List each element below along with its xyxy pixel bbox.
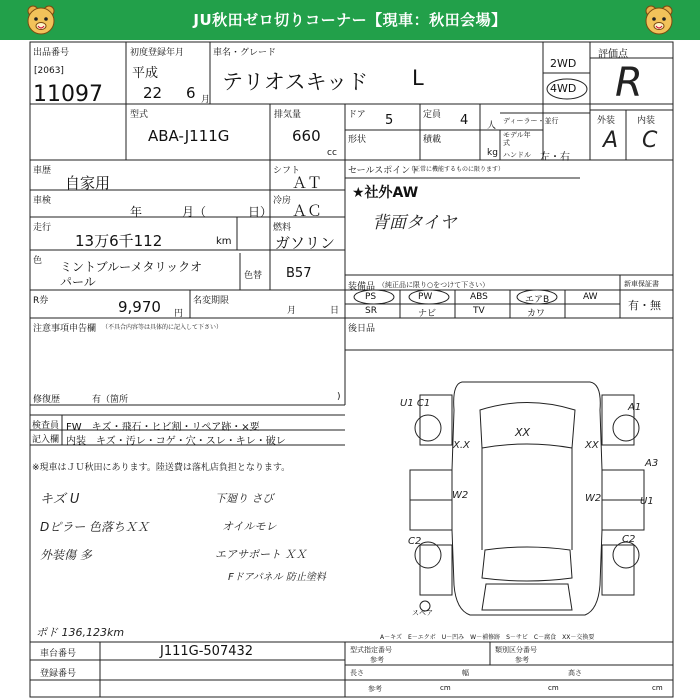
equip-airbag: エアB: [525, 295, 550, 305]
drive-4wd: 4WD: [550, 82, 577, 95]
exterior-grade: A: [603, 128, 619, 153]
color-code: B57: [286, 266, 312, 281]
mark-w2-right: W2: [585, 493, 602, 504]
recycle-label: R券: [33, 296, 49, 306]
name-change-month: 月: [287, 306, 297, 316]
lot-label: 出品番号: [33, 48, 70, 58]
hw-left-1: キズ U: [40, 492, 80, 507]
equip-pw: PW: [418, 292, 433, 302]
rating-value: R: [615, 60, 643, 106]
mark-xx-top: XX: [515, 426, 531, 439]
shift-value: ＡＴ: [292, 174, 323, 192]
first-reg-month: 6: [186, 84, 196, 102]
drive-4wd-circle: [545, 77, 589, 101]
first-reg-year: 22: [143, 84, 163, 102]
mark-a1: A1: [628, 402, 642, 413]
lot-code: [2063]: [34, 66, 64, 76]
dim-height-label: 高さ: [568, 669, 582, 677]
notes-label: 注意事項申告欄: [33, 324, 97, 334]
dealer-label: ディーラー・並行: [503, 117, 559, 125]
class-no-label: 類別区分番号: [495, 646, 537, 654]
equipment-sub: （純正品に限り○をつけて下さい）: [378, 281, 490, 289]
hw-left-2: Dピラー 色落ちＸＸ: [40, 520, 150, 534]
inspection-year: 年: [130, 205, 143, 219]
hw-right-4: Fドアパネル 防止塗料: [228, 572, 326, 583]
inspection-label: 車検: [33, 196, 52, 206]
hw-right-3: エアサポート ＸＸ: [215, 548, 307, 561]
capacity-value: 4: [460, 113, 469, 128]
equip-ps: PS: [365, 292, 377, 302]
exterior-label: 外装: [597, 116, 616, 126]
dim-width-label: 幅: [462, 669, 469, 677]
first-reg-month-unit: 月: [201, 95, 211, 105]
equip-navi: ナビ: [418, 309, 437, 319]
reg-no-label: 登録番号: [40, 669, 77, 679]
notes-sub: （不具合内容等は具体的に記入して下さい）: [102, 324, 223, 331]
dim-unit-3: cm: [652, 684, 663, 692]
hw-spare: スペア: [412, 609, 433, 617]
inspector-label-2: 記入欄: [32, 435, 60, 445]
model-year-label: モデル年式: [503, 131, 531, 147]
equipment-circles: [350, 288, 620, 306]
shape-label: 形状: [348, 135, 367, 145]
first-reg-era: 平成: [132, 66, 159, 81]
recycle-unit: 円: [174, 309, 184, 319]
fuel-label: 燃料: [273, 223, 292, 233]
equip-tv: TV: [473, 306, 485, 316]
class-no-sub: 参考: [515, 656, 529, 664]
repair-value: 有（箇所: [92, 395, 129, 405]
aircon-label: 冷房: [273, 196, 292, 206]
equip-sr: SR: [365, 306, 377, 316]
doors-value: 5: [385, 113, 394, 128]
history-value: 自家用: [65, 174, 111, 192]
load-label: 積載: [423, 135, 442, 145]
warranty-label: 新車保証書: [624, 280, 659, 288]
color-value-line1: ミントブルーメタリックオ: [60, 260, 203, 274]
dim-length-label: 長さ: [350, 669, 364, 677]
repair-close: ): [337, 392, 341, 402]
rear-seat-label: 後日品: [348, 324, 376, 334]
doors-label: ドア: [348, 110, 366, 120]
model-label: 型式: [130, 110, 149, 120]
capacity-unit: 人: [487, 121, 497, 131]
interior-label: 内装: [637, 116, 656, 126]
displacement-label: 排気量: [274, 110, 302, 120]
equip-leather: カワ: [527, 309, 546, 319]
load-unit: kg: [487, 148, 498, 158]
name-change-day: 日: [330, 306, 340, 316]
type-spec-label: 型式指定番号: [350, 646, 392, 654]
banner-title: JU秋田ゼロ切りコーナー【現車：秋田会場】: [193, 11, 507, 29]
car-name: テリオスキッド: [222, 70, 369, 94]
sales-point-sub: （正常に機能するものに限ります）: [408, 166, 505, 173]
hw-odo: ポド 136,123km: [36, 626, 125, 639]
mark-w2-left: W2: [452, 490, 469, 501]
mark-c2-left: C2: [408, 536, 422, 547]
name-change-label: 名変期限: [193, 296, 230, 306]
model-value: ABA-J111G: [148, 127, 230, 145]
color-value-line2: パール: [60, 275, 96, 289]
sales-point-line1: ★社外AW: [352, 185, 419, 201]
shift-label: シフト: [273, 166, 301, 176]
hw-left-3: 外装傷 多: [40, 548, 92, 562]
mark-c2-right: C2: [622, 534, 636, 545]
lot-number: 11097: [33, 82, 103, 107]
displacement-unit: cc: [327, 148, 337, 158]
chassis-label: 車台番号: [40, 649, 77, 659]
mark-xx-left: X.X: [453, 440, 470, 451]
aircon-value: ＡＣ: [292, 202, 323, 220]
car-name-label: 車名・グレード: [213, 48, 277, 58]
mark-tl: U1 C1: [400, 398, 431, 409]
mileage-value: 13万6千112: [75, 232, 163, 250]
first-reg-label: 初度登録年月: [130, 48, 185, 58]
type-spec-sub: 参考: [370, 656, 384, 664]
handle-value: 左・右: [540, 152, 570, 163]
warranty-value: 有・無: [628, 299, 661, 312]
displacement-value: 660: [292, 127, 321, 145]
handle-label: ハンドル: [503, 151, 531, 159]
mileage-unit: km: [216, 236, 232, 247]
drive-2wd: 2WD: [550, 57, 577, 70]
mark-a3: A3: [645, 458, 659, 469]
car-grade: L: [412, 66, 424, 90]
color-code-label: 色替: [244, 271, 263, 281]
inspector-row1: FW キズ・飛石・ヒビ割・リペア跡・×要: [66, 422, 260, 433]
history-label: 車歴: [33, 166, 52, 176]
interior-grade: C: [642, 128, 658, 153]
fuel-value: ガソリン: [275, 234, 336, 252]
dim-ref: 参考: [368, 685, 382, 693]
dim-unit-1: cm: [440, 684, 451, 692]
hw-right-2: オイルモレ: [222, 520, 277, 533]
repair-label: 修復歴: [33, 395, 61, 405]
equip-abs: ABS: [470, 292, 488, 302]
mark-u1: U1: [640, 496, 654, 507]
hw-right-1: 下廻り さび: [215, 492, 274, 505]
equip-aw: AW: [583, 292, 598, 302]
color-label: 色: [33, 256, 43, 266]
damage-legend: A－キズ E－エクボ U－凹み W－補修跡 S－サビ C－腐食 XX－交換要: [380, 634, 595, 641]
dim-unit-2: cm: [548, 684, 559, 692]
capacity-label: 定員: [423, 110, 442, 120]
rating-label: 評価点: [598, 49, 628, 60]
recycle-value: 9,970: [118, 298, 161, 316]
inspection-month: 月（: [182, 205, 207, 219]
notice: ※現車はＪＵ秋田にあります。陸送費は落札店負担となります。: [32, 463, 291, 473]
inspector-label-1: 検査員: [32, 421, 60, 431]
equipment-label: 装備品: [348, 282, 376, 292]
chassis-value: J111G-507432: [160, 644, 254, 659]
inspection-day: 日）: [248, 205, 273, 219]
mileage-label: 走行: [33, 223, 52, 233]
inspector-row2: 内装 キズ・汚レ・コゲ・穴・スレ・キレ・破レ: [66, 436, 286, 447]
sales-point-line2: 背面タイヤ: [372, 213, 457, 233]
mark-xx-right: XX: [585, 440, 599, 451]
sales-point-label: セールスポイント: [348, 166, 420, 176]
